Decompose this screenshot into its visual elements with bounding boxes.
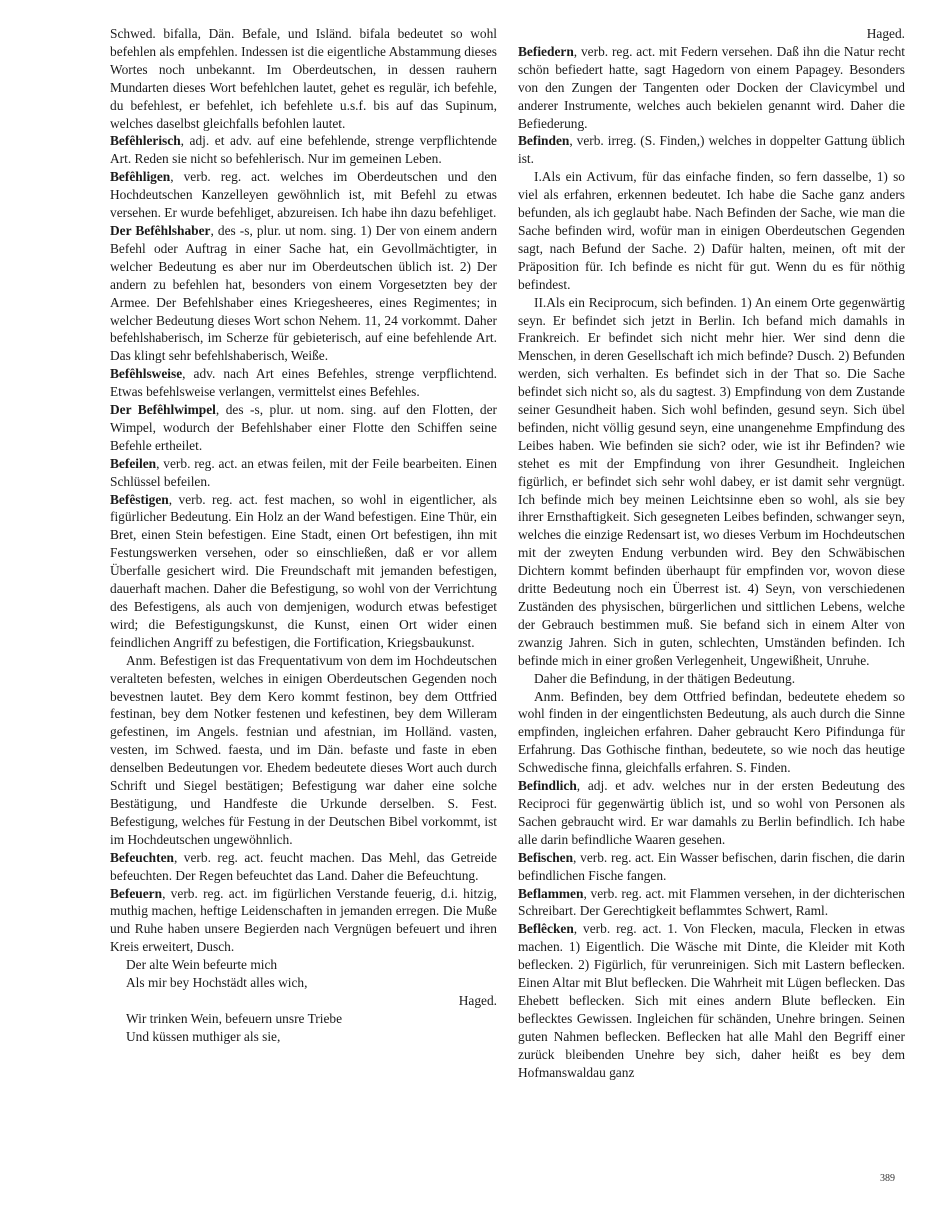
sense-paragraph: I.Als ein Activum, für das einfache finden, so fern dasselbe, 1) so viel als erfahren, erkennen bedeutet. Ich habe die Sache ganz anders befunden, als ich geglaubt habe. Nach Befinden der Sache, wie man die Sache befinden wird, wofür man in einigen Oberdeutschen Gegenden sagt, nach Befund der Sache. 2) Dafür halten, meinen, oft mit der Präposition für. Ich befinde es nicht für gut. Wenn du es für nöthig befindest. xyxy=(518,169,905,292)
entry-headword: Befêstigen xyxy=(110,491,169,507)
dictionary-entry xyxy=(110,849,497,885)
entry-headword: Befischen xyxy=(518,849,574,865)
left-column xyxy=(110,25,497,1046)
entry-headword: Befêhlsweise xyxy=(110,366,183,382)
dictionary-entry xyxy=(518,777,905,849)
entry-text: , adj. et adv. auf eine befehlende, strenge verpflichtende Art. Reden sie nicht so befehlerisch. Nur im gemeinen Leben. xyxy=(110,133,497,167)
verse-line: Wir trinken Wein, befeuern unsre Triebe xyxy=(126,1010,343,1026)
entry-text: , verb. reg. act. feucht machen. Das Mehl, das Getreide befeuchten. Der Regen befeuchtet das Land. Daher die Befeuchtung. xyxy=(110,849,497,883)
dictionary-entry xyxy=(110,885,497,957)
entry-headword: Der Befêhlwimpel xyxy=(110,402,216,418)
entry-text: , des -s, plur. ut nom. sing. auf den Flotten, der Wimpel, wodurch der Befehlshaber einer Flotte den Schiffen seine Befehle ertheilet. xyxy=(110,402,497,453)
dictionary-entry xyxy=(518,885,905,921)
entry-text: , verb. reg. act. 1. Von Flecken, macula, Flecken in etwas machen. 1) Eigentlich. Die Wäsche mit Dinte, die Kleider mit Koth beflecken. 2) Figürlich, für verunreinigen. Sich mit Lastern beflecken. Einen Altar mit Blut beflecken. Die Wahrheit mit Lügen beflecken. Das Ehebett beflecken. Sich mit eines andern Blute beflecken. Ein beflecktes Gewissen. Ingleichen für schänden, Unehre bringen. Seinen guten Nahmen beflecken. Beflecken hat alle Mahl den Begriff einer zurück bleibenden Unehre bey sich, daher heißt es bey dem Hofmanswaldau ganz xyxy=(518,921,905,1080)
entry-text: , verb. reg. act. an etwas feilen, mit der Feile bearbeiten. Einen Schlüssel befeilen. xyxy=(110,455,497,489)
sense-paragraph: Daher die Befindung, in der thätigen Bedeutung. xyxy=(534,670,796,686)
verse-line: Der alte Wein befeurte mich xyxy=(126,957,278,973)
entry-headword: Befindlich xyxy=(518,778,577,794)
dictionary-entry xyxy=(110,455,497,491)
entry-headword: Beflêcken xyxy=(518,921,574,937)
dictionary-entry xyxy=(110,132,497,168)
dictionary-entry xyxy=(110,168,497,222)
entry-headword: Befeuchten xyxy=(110,849,174,865)
entry-headword: Befeuern xyxy=(110,885,163,901)
entry-text: , adv. nach Art eines Befehles, strenge verpflichtend. Etwas befehlsweise verlangen, vermittelst eines Befehles. xyxy=(110,366,497,400)
entry-headword: Befinden xyxy=(518,133,570,149)
annotation-paragraph: Anm. Befinden, bey dem Ottfried befindan, bedeutete ehedem so wohl finden in der eingentlichsten Bedeutung, als auch durch die Sinne empfinden, ingleichen erfahren. Daher gebraucht Kero Pifindunga für Erfahrung. Das Gothische finthan, bedeutete, so wie noch das heutige Schwedische finna, gleichfalls erfahren. S. Finden. xyxy=(518,688,905,776)
entry-text: , verb. reg. act. Ein Wasser befischen, darin fischen, die darin befindlichen Fische fangen. xyxy=(518,849,905,883)
entry-headword: Befeilen xyxy=(110,455,157,471)
verse-line: Als mir bey Hochstädt alles wich, xyxy=(126,975,308,991)
right-column xyxy=(518,25,905,1081)
page-number: 389 xyxy=(880,1173,895,1184)
entry-text: , verb. reg. act. fest machen, so wohl in eigentlicher, als figürlicher Bedeutung. Ein Holz an der Wand befestigen. Eine Thür, ein Bret, einen Stein befestigen. Eine Stadt, einen Ort befestigen, ihn mit Festungswerken versehen, oder so einschließen, daß er vor allem Überfalle gesichert wird. Die Freundschaft mit jemanden befestigen, dauerhaft machen. Daher die Befestigung, so wohl von der Verrichtung des Befestigens, als auch von demjenigen, wodurch etwas befestiget wird; die Befestigungskunst, die Kunst, einen Ort wider einen feindlichen Angriff zu befestigen, die Fortification, Kriegsbaukunst. xyxy=(110,491,497,650)
quote-attribution: Haged. xyxy=(866,26,905,41)
annotation-paragraph: Anm. Befestigen ist das Frequentativum von dem im Hochdeutschen veralteten befesten, welches in einigen Oberdeutschen Gegenden noch bevestnen lautet. Bey dem Kero kommt festinon, bey dem Ottfried festinan, bey dem Notker festenen und kefestinen, bey dem Willeram gefestinen, im Angels. festnian und afestnian, im Holländ. vasten, vesten, im Schwed. faesta, und im Dän. befaste und faste in eben denselben Bedeutungen vor. Ehedem bedeutete dieses Wort auch durch Schrift und Siegel bestätigen; Befestigung war daher eine solche Bestätigung, und Handfeste die Urkunde derselben. S. Fest. Befestigung, welches für Festung in der Deutschen Bibel vorkommt, ist im Hochdeutschen ungewöhnlich. xyxy=(110,652,497,847)
paragraph: Schwed. bifalla, Dän. Befale, und Isländ. bifala bedeutet so wohl befehlen als empfehlen. Indessen ist die eigentliche Abstammung dieses Wortes noch unbekannt. Im Oberdeutschen, in dessen rauhern Mundarten dieses Wort befehlchen lautet, gehet es regulär, ich befehle, du befehlest, er befehlet, ich befehlete u.s.f. bis auf das Supinum, welches daselbst gleichfalls befohlen lautet. xyxy=(110,26,497,131)
entry-text: , verb. reg. act. mit Federn versehen. Daß ihn die Natur recht schön befiedert hatte, sagt Hagedorn von einem Papagey. Besonders von den Zungen der Tangenten oder Docken der Clavicymbel und anderer Instrumente, welches auch bekielen genannt wird. Daher die Befiederung. xyxy=(518,43,905,131)
entry-headword: Beflammen xyxy=(518,885,584,901)
entry-text: , verb. reg. act. im figürlichen Verstande feuerig, d.i. hitzig, muthig machen, heftige Leidenschaften in jemanden erregen. Die Muße und Ruhe haben unsere Begierden nach Vergnügen befeuert und ihren Kreis erweitert, Dusch. xyxy=(110,885,497,955)
entry-text: , adj. et adv. welches nur in der ersten Bedeutung des Reciproci für gegenwärtig üblich ist, und so wohl von Personen als Sachen gebraucht wird. Er war damahls zu Berlin befindlich. Ich habe alle darin befindliche Waaren gesehen. xyxy=(518,778,905,847)
dictionary-entry xyxy=(518,43,905,133)
sense-paragraph: II.Als ein Reciprocum, sich befinden. 1) An einem Orte gegenwärtig seyn. Er befindet sich jetzt in Berlin. Ich befand mich damahls in Frankreich. Er befindet sich nicht mehr hier. Wer sind denn die Menschen, in deren Gesellschaft ich mich befinde? Dusch. 2) Befunden werden, sich verhalten. Es befindet sich in der That so. Die Sache befindet sich nicht so, als du sagtest. 3) Empfindung von dem Zustande seiner Gesundheit haben. Sich wohl befinden, gesund seyn. Sich übel befinden, nicht völlig gesund seyn, eine unangenehme Empfindung des Leibes haben. Wie befinden sie sich? oder, wie ist ihr Befinden? wie stehet es mit der Empfindung von ihrer Gesundheit. Ingleichen figürlich, er befindet sich sehr wohl dabey, er ist damit sehr vergnügt. Ich befinde mich bey meinen Leichtsinne eben so wohl, als sie bey ihrer Ernsthaftigkeit. Sich gesegneten Leibes befinden, schwanger seyn, welches die einzige Redensart ist, wo dieses Verbum im Hochdeutschen mit der zweyten Endung verbunden wird. Bey den Schwäbischen Dichtern kommt befinden überhaupt für empfinden vor, wovon diese dritte Bedeutung noch ein Überrest ist. 4) Seyn, von verschiedenen Zuständen des physischen, bürgerlichen und sittlichen Lebens, welche der Gebrauch bestimmen muß. Sie befand sich in einem Alter von zwanzig Jahren. Sich in guten, schlechten, Umständen befinden. Ich befinde mich in einer großen Verlegenheit, Ungewißheit, Unruhe. xyxy=(518,294,905,668)
dictionary-entry xyxy=(518,132,905,168)
entry-headword: Befêhlerisch xyxy=(110,133,181,149)
dictionary-entry xyxy=(518,920,905,1081)
dictionary-entry xyxy=(110,401,497,455)
dictionary-entry xyxy=(110,491,497,652)
quote-attribution: Haged. xyxy=(458,992,497,1008)
entry-headword: Befêhligen xyxy=(110,169,171,185)
dictionary-entry xyxy=(110,365,497,401)
verse-line: Und küssen muthiger als sie, xyxy=(126,1028,281,1044)
dictionary-entry xyxy=(110,222,497,365)
dictionary-entry xyxy=(518,849,905,885)
entry-headword: Der Befêhlshaber xyxy=(110,222,211,238)
entry-headword: Befiedern xyxy=(518,43,574,59)
entry-text: , verb. reg. act. mit Flammen versehen, in der dichterischen Schreibart. Der Gerechtigkeit beflammtes Schwert, Raml. xyxy=(518,885,905,919)
entry-text: , verb. reg. act. welches im Oberdeutschen und den Hochdeutschen Kanzelleyen gewöhnlich ist, mit Befehl zu etwas versehen. Er wurde befehliget, abzureisen. Ich habe ihn dazu befehliget. xyxy=(110,169,497,221)
entry-text: , verb. irreg. (S. Finden,) welches in doppelter Gattung üblich ist. xyxy=(518,133,905,167)
entry-text: , des -s, plur. ut nom. sing. 1) Der von einem andern Befehl oder Auftrag in einer Sache hat, ein Gevollmächtigter, in welcher Bedeutung es aber nur im Oberdeutschen üblich ist. 2) Der andern zu befehlen hat, besonders von einem Vorgesetzten bey der Armee. Der Befehlshaber eines Kriegesheeres, eines Regimentes; in welcher Bedeutung dieses Wort schon Nehem. 11, 24 vorkommt. Daher befehlshaberisch, im Scherze für gebieterisch, auf eine befehlende Art. Das klingt sehr befehlshaberisch, Weiße. xyxy=(110,222,498,364)
